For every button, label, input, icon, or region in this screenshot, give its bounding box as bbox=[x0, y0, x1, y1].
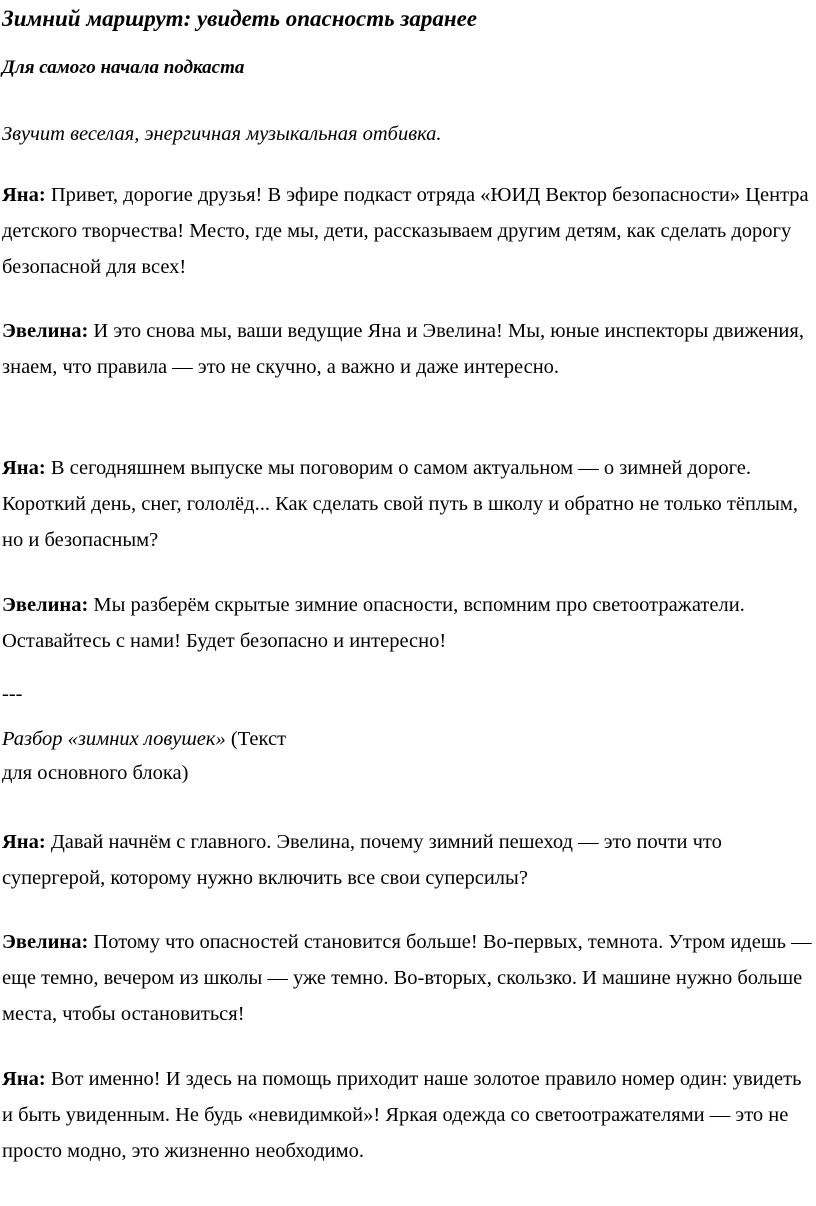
speaker-name: Эвелина: bbox=[2, 931, 89, 953]
dialogue-text: Потому что опасностей становится больше! Во-первых, темнота. Утром идешь — еще темно, вечером из школы — уже темно. Во-вторых, скользко. И машине нужно больше места, чтобы остановиться! bbox=[2, 931, 812, 1025]
dialogue-line bbox=[2, 824, 814, 896]
speaker-name: Эвелина: bbox=[2, 594, 89, 616]
dialogue-text: Мы разберём скрытые зимние опасности, вспомним про светоотражатели. Оставайтесь с нами! Будет безопасно и интересно! bbox=[2, 594, 745, 652]
dialogue-line bbox=[2, 313, 814, 385]
speaker-name: Эвелина: bbox=[2, 320, 89, 342]
section-heading-rest-line2: для основного блока) bbox=[2, 762, 189, 784]
dialogue-line bbox=[2, 1061, 814, 1169]
dialogue-text: И это снова мы, ваши ведущие Яна и Эвелина! Мы, юные инспекторы движения, знаем, что правила — это не скучно, а важно и даже интересно. bbox=[2, 320, 804, 378]
dialogue-text: В сегодняшнем выпуске мы поговорим о самом актуальном — о зимней дороге. Короткий день, снег, гололёд... Как сделать свой путь в школу и обратно не только тёплым, но и безопасным? bbox=[2, 457, 799, 551]
dialogue-text: Привет, дорогие друзья! В эфире подкаст отряда «ЮИД Вектор безопасности» Центра детского творчества! Место, где мы, дети, рассказываем другим детям, как сделать дорогу безопасной для всех! bbox=[2, 184, 809, 278]
document-title: Зимний маршрут: увидеть опасность заранее bbox=[2, 6, 478, 31]
dialogue-line bbox=[2, 587, 814, 659]
stage-direction: Звучит веселая, энергичная музыкальная отбивка. bbox=[2, 123, 442, 145]
section-heading-italic: Разбор «зимних ловушек» bbox=[2, 728, 226, 750]
speaker-name: Яна: bbox=[2, 457, 46, 479]
dialogue-text: Вот именно! И здесь на помощь приходит наше золотое правило номер один: увидеть и быть увиденным. Не будь «невидимкой»! Яркая одежда со светоотражателями — это не просто модно, это жизненно необходимо. bbox=[2, 1068, 802, 1162]
speaker-name: Яна: bbox=[2, 1068, 46, 1090]
speaker-name: Яна: bbox=[2, 184, 46, 206]
dialogue-line bbox=[2, 924, 814, 1032]
speaker-name: Яна: bbox=[2, 831, 46, 853]
document-subtitle: Для самого начала подкаста bbox=[2, 57, 245, 78]
dialogue-text: Давай начнём с главного. Эвелина, почему зимний пешеход — это почти что супергерой, которому нужно включить все свои суперсилы? bbox=[2, 831, 722, 889]
section-separator: --- bbox=[2, 683, 23, 705]
section-heading-rest: (Текст bbox=[225, 728, 287, 750]
section-heading bbox=[2, 722, 286, 790]
dialogue-line bbox=[2, 177, 814, 285]
dialogue-line bbox=[2, 450, 814, 558]
